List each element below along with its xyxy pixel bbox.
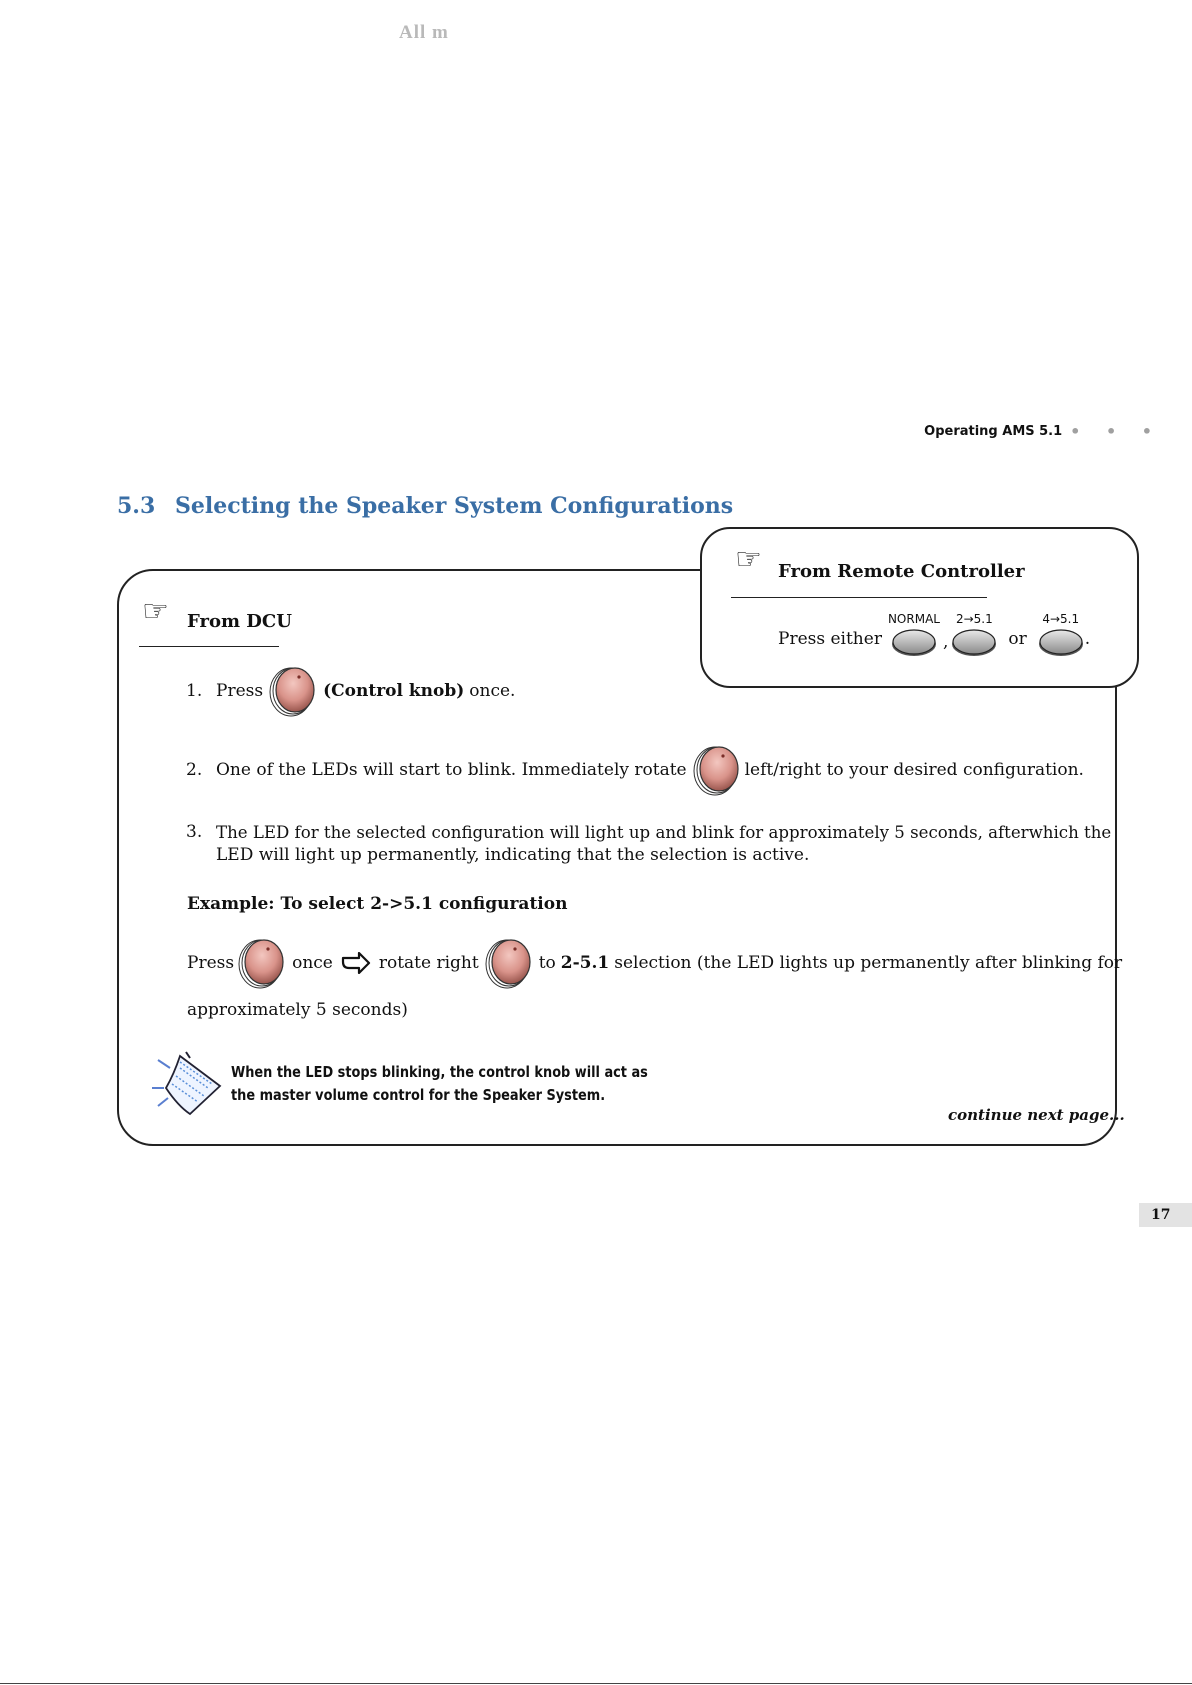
example-to: to	[538, 952, 556, 973]
normal-button-label: NORMAL	[887, 612, 940, 626]
pointing-hand-icon: ☞	[735, 542, 762, 577]
bottom-edge-line	[0, 1683, 1192, 1684]
control-knob-icon	[238, 937, 286, 989]
example-line-1	[187, 937, 1122, 989]
step-1-bold: (Control knob)	[323, 680, 465, 701]
running-header	[924, 422, 1162, 441]
remote-button-icon	[1037, 627, 1085, 657]
two-to-51-button-label: 2→5.1	[955, 612, 993, 626]
example-rotate: rotate right	[378, 952, 479, 973]
right-arrow-icon	[341, 952, 371, 974]
remote-heading: From Remote Controller	[778, 561, 1025, 582]
control-knob-icon	[269, 665, 317, 717]
remote-instruction	[778, 612, 1090, 657]
step-3-line-2: LED will light up permanently, indicating that the selection is active.	[216, 845, 810, 865]
step-2-number: 2.	[186, 759, 203, 780]
section-number: 5.3	[117, 493, 156, 519]
remote-heading-rule	[731, 597, 987, 598]
section-heading	[117, 493, 733, 519]
example-bold: 2-5.1	[560, 952, 610, 973]
example-rest: selection (the LED lights up permanently after blinking for	[614, 952, 1123, 973]
step-1-text-before: Press	[216, 680, 264, 701]
section-title: Selecting the Speaker System Configurations	[175, 493, 734, 519]
control-knob-icon	[693, 744, 741, 796]
example-label: Example: To select 2->5.1 configuration	[187, 894, 568, 914]
two-to-51-button[interactable]	[950, 612, 998, 657]
watermark-text: All m	[399, 22, 449, 43]
remote-button-icon	[890, 627, 938, 657]
step-3	[186, 821, 1111, 867]
running-header-title: Operating AMS 5.1	[924, 424, 1063, 439]
dcu-heading-rule	[139, 646, 279, 647]
continue-next-page: continue next page...	[948, 1106, 1125, 1124]
step-1-text-after: once.	[469, 680, 516, 701]
example-press: Press	[187, 952, 235, 973]
note-text	[231, 1061, 678, 1107]
four-to-51-button-label: 4→5.1	[1042, 612, 1080, 626]
four-to-51-button[interactable]	[1037, 612, 1085, 657]
remote-period: .	[1084, 629, 1091, 649]
step-2-text-before: One of the LEDs will start to blink. Immediately rotate	[216, 759, 687, 780]
step-1-number: 1.	[186, 680, 203, 701]
step-3-number: 3.	[186, 822, 203, 842]
remote-comma: ,	[942, 632, 949, 652]
step-2-text-after: left/right to your desired configuration.	[744, 759, 1084, 780]
remote-button-icon	[950, 627, 998, 657]
normal-button[interactable]	[888, 612, 940, 657]
pointing-hand-icon: ☞	[142, 594, 169, 629]
note-line-1: When the LED stops blinking, the control knob will act as	[231, 1063, 648, 1081]
control-knob-icon	[485, 937, 533, 989]
example-line-2: approximately 5 seconds)	[187, 1000, 408, 1020]
dcu-heading: From DCU	[187, 611, 292, 632]
remote-or: or	[1008, 629, 1027, 649]
note-paper-icon	[150, 1048, 226, 1118]
page-number: 17	[1139, 1203, 1192, 1227]
running-header-dots: • • •	[1070, 422, 1162, 441]
note-line-2: the master volume control for the Speaker System.	[231, 1086, 606, 1104]
example-once: once	[292, 952, 333, 973]
step-1	[186, 665, 515, 717]
step-2	[186, 744, 1084, 796]
remote-controller-box	[700, 527, 1139, 688]
step-3-line-1: The LED for the selected configuration will light up and blink for approximately 5 seconds, afterwhich the	[216, 823, 1112, 842]
remote-press-either: Press either	[778, 629, 882, 649]
